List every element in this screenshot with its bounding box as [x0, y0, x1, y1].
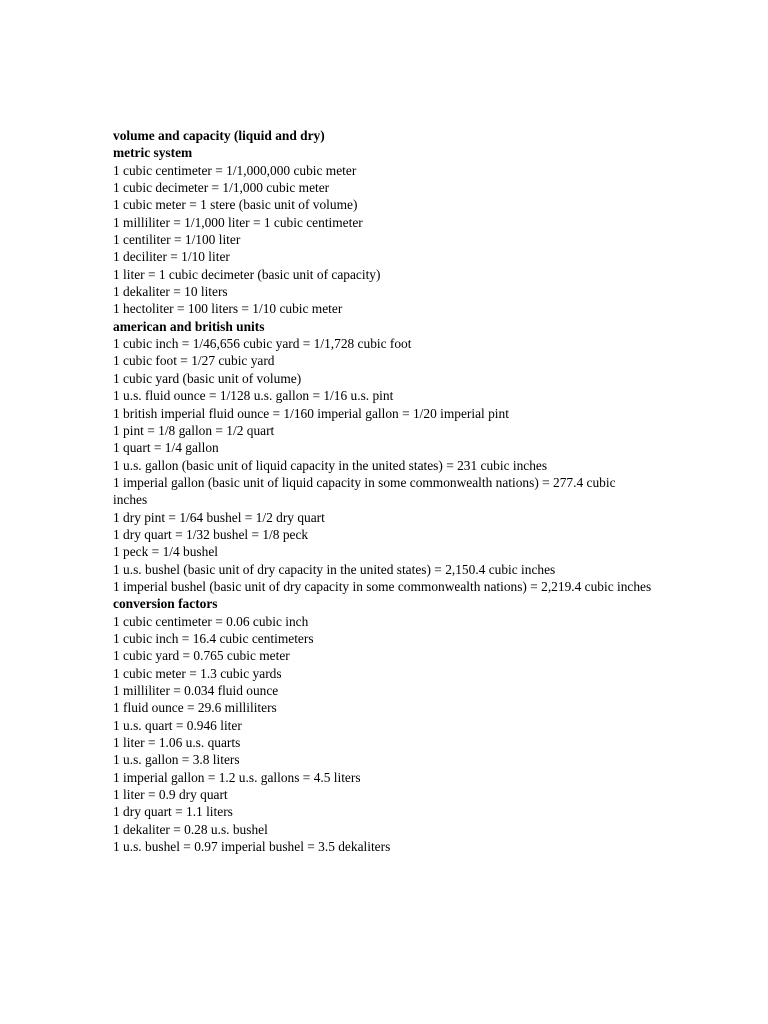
- text-line: 1 deciliter = 1/10 liter: [113, 249, 230, 265]
- text-line: 1 cubic meter = 1.3 cubic yards: [113, 665, 282, 681]
- text-line: 1 peck = 1/4 bushel: [113, 544, 218, 560]
- text-line: 1 hectoliter = 100 liters = 1/10 cubic meter: [113, 301, 343, 317]
- section-heading-american-british-units: american and british units: [113, 318, 265, 334]
- text-line: 1 cubic centimeter = 0.06 cubic inch: [113, 613, 309, 629]
- text-line: 1 cubic centimeter = 1/1,000,000 cubic meter: [113, 162, 357, 178]
- text-line: 1 u.s. fluid ounce = 1/128 u.s. gallon = 1/16 u.s. pint: [113, 388, 394, 404]
- text-line: 1 cubic meter = 1 stere (basic unit of volume): [113, 197, 358, 213]
- section-heading-metric-system: metric system: [113, 145, 193, 161]
- text-line: 1 imperial bushel (basic unit of dry capacity in some commonwealth nations) = 2,219.4 cubic inches: [113, 578, 652, 594]
- text-line: 1 cubic yard (basic unit of volume): [113, 370, 302, 386]
- text-line: 1 quart = 1/4 gallon: [113, 440, 219, 456]
- text-line: 1 liter = 1 cubic decimeter (basic unit of capacity): [113, 266, 381, 282]
- text-line: 1 dry quart = 1/32 bushel = 1/8 peck: [113, 526, 309, 542]
- text-line: 1 fluid ounce = 29.6 milliliters: [113, 700, 277, 716]
- document-body: [113, 127, 653, 855]
- section-heading-conversion-factors: conversion factors: [113, 596, 218, 612]
- text-line: 1 dekaliter = 0.28 u.s. bushel: [113, 821, 268, 837]
- text-line: 1 cubic decimeter = 1/1,000 cubic meter: [113, 180, 330, 196]
- text-line: 1 u.s. quart = 0.946 liter: [113, 717, 242, 733]
- text-line: 1 cubic inch = 16.4 cubic centimeters: [113, 630, 314, 646]
- text-line: 1 liter = 1.06 u.s. quarts: [113, 735, 241, 751]
- text-line: 1 dekaliter = 10 liters: [113, 284, 228, 300]
- text-line: 1 imperial gallon (basic unit of liquid capacity in some commonwealth nations) = 277.4 cubic inches: [113, 474, 616, 508]
- text-line: 1 u.s. bushel = 0.97 imperial bushel = 3.5 dekaliters: [113, 839, 391, 855]
- text-line: 1 cubic foot = 1/27 cubic yard: [113, 353, 275, 369]
- text-line: 1 centiliter = 1/100 liter: [113, 232, 241, 248]
- text-line: 1 pint = 1/8 gallon = 1/2 quart: [113, 422, 275, 438]
- text-line: 1 u.s. bushel (basic unit of dry capacity in the united states) = 2,150.4 cubic inches: [113, 561, 556, 577]
- text-line: 1 u.s. gallon (basic unit of liquid capacity in the united states) = 231 cubic inches: [113, 457, 548, 473]
- text-line: 1 british imperial fluid ounce = 1/160 imperial gallon = 1/20 imperial pint: [113, 405, 509, 421]
- text-line: 1 imperial gallon = 1.2 u.s. gallons = 4.5 liters: [113, 769, 361, 785]
- text-line: 1 dry quart = 1.1 liters: [113, 804, 233, 820]
- text-line: 1 milliliter = 1/1,000 liter = 1 cubic centimeter: [113, 214, 363, 230]
- text-line: 1 milliliter = 0.034 fluid ounce: [113, 683, 279, 698]
- text-line: 1 cubic yard = 0.765 cubic meter: [113, 648, 290, 664]
- text-line: 1 dry pint = 1/64 bushel = 1/2 dry quart: [113, 509, 325, 525]
- text-line: 1 liter = 0.9 dry quart: [113, 787, 228, 803]
- text-line: 1 cubic inch = 1/46,656 cubic yard = 1/1,728 cubic foot: [113, 336, 412, 352]
- text-line: 1 u.s. gallon = 3.8 liters: [113, 752, 240, 768]
- document-title: volume and capacity (liquid and dry): [113, 128, 325, 143]
